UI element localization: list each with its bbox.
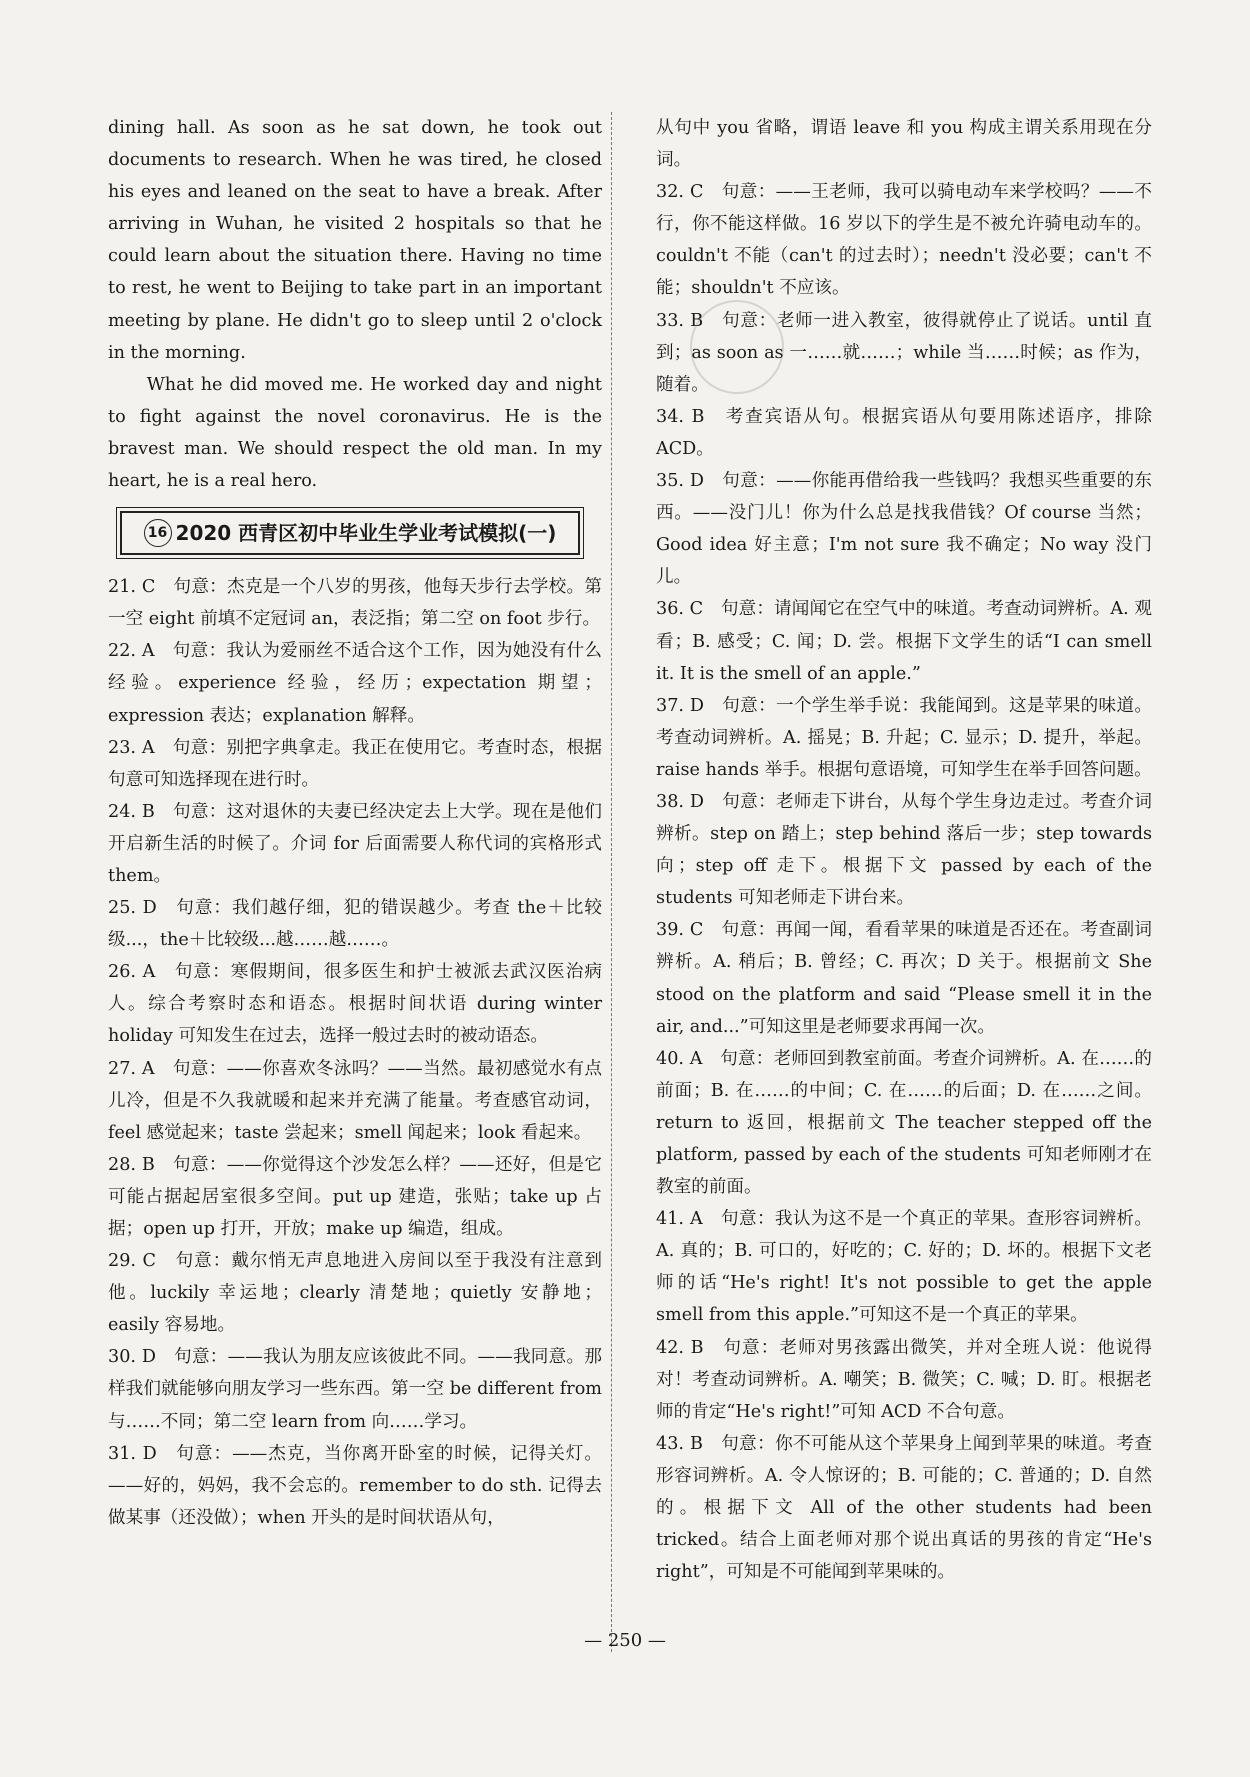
answer-27: 27. A 句意：——你喜欢冬泳吗？——当然。最初感觉水有点儿冷，但是不久我就暖和起来并充满了能量。考查感官动词，feel 感觉起来；taste 尝起来；smell 闻起来；look 看起来。 <box>108 1058 602 1143</box>
answer-23: 23. A 句意：别把字典拿走。我正在使用它。考查时态，根据句意可知选择现在进行时。 <box>108 737 602 790</box>
answer-38: 38. D 句意：老师走下讲台，从每个学生身边走过。考查介词辨析。step on 踏上；step behind 落后一步；step towards 向；step off 走下。根据下文 passed by each of the students 可知老师走下讲台来。 <box>656 791 1152 909</box>
answer-25: 25. D 句意：我们越仔细，犯的错误越少。考查 the＋比较级...，the＋比较级...越……越……。 <box>108 898 602 951</box>
answer-43: 43. B 句意：你不可能从这个苹果身上闻到苹果的味道。考查形容词辨析。A. 令人惊讶的；B. 可能的；C. 普通的；D. 自然的。根据下文 All of the other students had been tricked。结合上面老师对那个说出真话的男孩的肯定“He's right”，可知是不可能闻到苹果味的。 <box>656 1433 1152 1583</box>
column-divider <box>611 112 612 1652</box>
answer-40: 40. A 句意：老师回到教室前面。考查介词辨析。A. 在……的前面；B. 在……的中间；C. 在……的后面；D. 在……之间。return to 返回，根据前文 The teacher stepped off the platform, passed by each of the students 可知老师刚才在教室的前面。 <box>656 1048 1152 1198</box>
answer-37: 37. D 句意：一个学生举手说：我能闻到。这是苹果的味道。考查动词辨析。A. 摇晃；B. 升起；C. 显示；D. 提升，举起。raise hands 举手。根据句意语境，可知学生在举手回答问题。 <box>656 695 1152 780</box>
answer-34: 34. B 考查宾语从句。根据宾语从句要用陈述语序，排除 ACD。 <box>656 406 1152 459</box>
left-column <box>108 112 602 1534</box>
essay-paragraph-2: What he did moved me. He worked day and night to fight against the novel coronavirus. He is the bravest man. We should respect the old man. In my heart, he is a real hero. <box>108 374 602 492</box>
section-number-badge: 16 <box>144 519 172 547</box>
answer-29: 29. C 句意：戴尔悄无声息地进入房间以至于我没有注意到他。luckily 幸运地；clearly 清楚地；quietly 安静地；easily 容易地。 <box>108 1251 602 1336</box>
answer-30: 30. D 句意：——我认为朋友应该彼此不同。——我同意。那样我们就能够向朋友学习一些东西。第一空 be different from 与……不同；第二空 learn from 向……学习。 <box>108 1347 602 1432</box>
section-heading <box>120 511 580 555</box>
answer-39: 39. C 句意：再闻一闻，看看苹果的味道是否还在。考查副词辨析。A. 稍后；B. 曾经；C. 再次；D 关于。根据前文 She stood on the platform and said “Please smell it in the air, and...”可知这里是老师要求再闻一次。 <box>656 920 1152 1037</box>
answer-31-continuation: 从句中 you 省略，谓语 leave 和 you 构成主谓关系用现在分词。 <box>656 118 1152 171</box>
answer-31: 31. D 句意：——杰克，当你离开卧室的时候，记得关灯。——好的，妈妈，我不会忘的。remember to do sth. 记得去做某事（还没做）；when 开头的是时间状语从句， <box>108 1443 602 1528</box>
answer-22: 22. A 句意：我认为爱丽丝不适合这个工作，因为她没有什么经验。experience 经验，经历；expectation 期望；expression 表达；explanation 解释。 <box>108 641 602 726</box>
answer-35: 35. D 句意：——你能再借给我一些钱吗？我想买些重要的东西。——没门儿！你为什么总是找我借钱？Of course 当然；Good idea 好主意；I'm not sure 我不确定；No way 没门儿。 <box>656 471 1152 588</box>
answer-42: 42. B 句意：老师对男孩露出微笑，并对全班人说：他说得对！考查动词辨析。A. 嘲笑；B. 微笑；C. 喊；D. 盯。根据老师的肯定“He's right!”可知 ACD 不合句意。 <box>656 1337 1152 1422</box>
page-number: — 250 — <box>584 1630 666 1651</box>
essay-paragraph-1: dining hall. As soon as he sat down, he took out documents to research. When he was tired, he closed his eyes and leaned on the seat to have a break. After arriving in Wuhan, he visited 2 hospitals so that he could learn about the situation there. Having no time to rest, he went to Beijing to take part in an important meeting by plane. He didn't go to sleep until 2 o'clock in the morning. <box>108 118 602 363</box>
answer-26: 26. A 句意：寒假期间，很多医生和护士被派去武汉医治病人。综合考察时态和语态。根据时间状语 during winter holiday 可知发生在过去，选择一般过去时的被动语态。 <box>108 962 602 1047</box>
section-title-text: 2020 西青区初中毕业生学业考试模拟(一) <box>175 521 557 546</box>
answer-21: 21. C 句意：杰克是一个八岁的男孩，他每天步行去学校。第一空 eight 前填不定冠词 an，表泛指；第二空 on foot 步行。 <box>108 577 602 630</box>
answer-41: 41. A 句意：我认为这不是一个真正的苹果。查形容词辨析。A. 真的；B. 可口的，好吃的；C. 好的；D. 坏的。根据下文老师的话“He's right! It's not possible to get the apple smell from this apple.”可知这不是一个真正的苹果。 <box>656 1209 1152 1326</box>
answer-28: 28. B 句意：——你觉得这个沙发怎么样？——还好，但是它可能占据起居室很多空间。put up 建造，张贴；take up 占据；open up 打开，开放；make up 编造，组成。 <box>108 1154 602 1239</box>
answer-36: 36. C 句意：请闻闻它在空气中的味道。考查动词辨析。A. 观看；B. 感受；C. 闻；D. 尝。根据下文学生的话“I can smell it. It is the smell of an apple.” <box>656 599 1152 684</box>
answer-32: 32. C 句意：——王老师，我可以骑电动车来学校吗？——不行，你不能这样做。16 岁以下的学生是不被允许骑电动车的。couldn't 不能（can't 的过去时）；needn't 没必要；can't 不能；shouldn't 不应该。 <box>656 182 1152 299</box>
faint-stamp-mark <box>690 300 784 394</box>
answer-24: 24. B 句意：这对退休的夫妻已经决定去上大学。现在是他们开启新生活的时候了。介词 for 后面需要人称代词的宾格形式 them。 <box>108 801 602 886</box>
answer-33: 33. B 句意：老师一进入教室，彼得就停止了说话。until 直到；as soon as 一……就……；while 当……时候；as 作为，随着。 <box>656 310 1152 395</box>
